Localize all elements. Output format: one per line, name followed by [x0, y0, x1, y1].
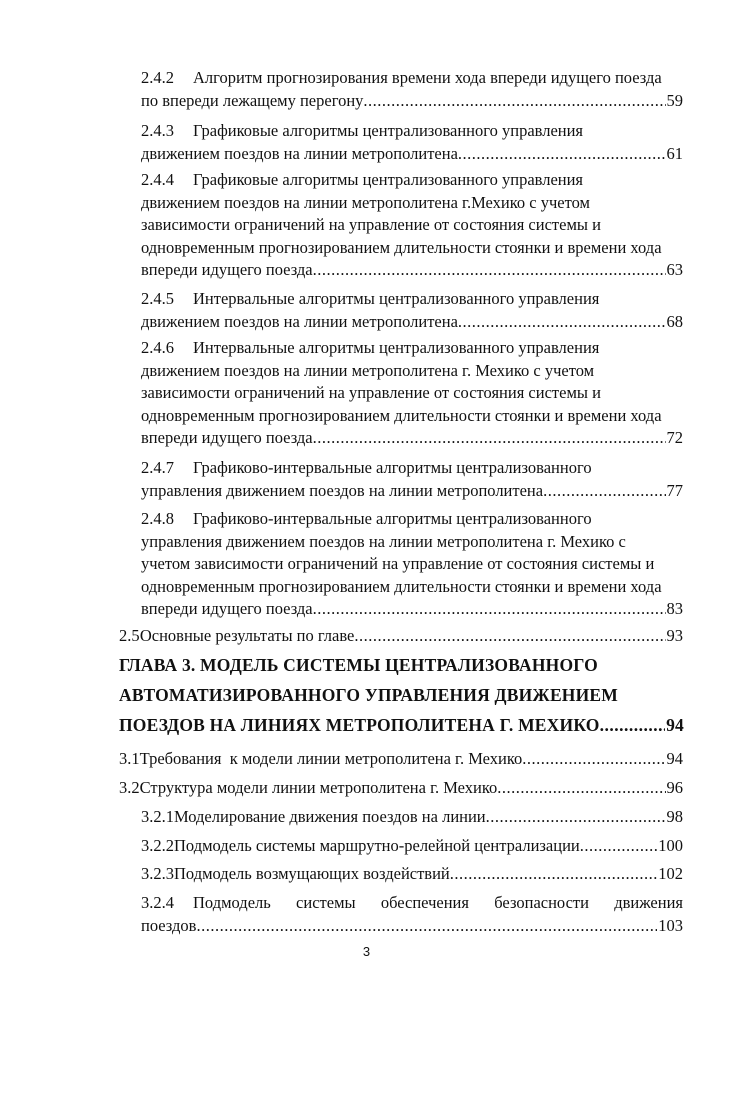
entry-number: 2.4.5	[141, 289, 174, 308]
entry-title-line: по впереди лежащему перегону	[141, 90, 364, 110]
dot-leader	[543, 480, 665, 503]
toc-entry-2-4-2[interactable]	[141, 67, 683, 112]
entry-title-line: движением поездов на линии метрополитена	[141, 143, 458, 163]
dot-leader	[522, 748, 665, 771]
entry-title-line: Алгоритм прогнозирования времени хода впереди идущего поезда	[193, 68, 662, 87]
entry-page: 94	[666, 715, 684, 735]
entry-page: 100	[658, 836, 683, 855]
entry-title-line: учетом зависимости ограничений на управление от состояния системы и	[141, 554, 655, 573]
toc-entry-2-4-4[interactable]	[141, 169, 683, 282]
entry-number: 3.2.2	[141, 836, 174, 855]
entry-title: Подмодель возмущающих воздействий	[174, 864, 450, 883]
dot-leader	[497, 777, 665, 800]
dot-leader	[458, 311, 666, 334]
toc-entry-2-4-5[interactable]	[141, 288, 683, 333]
entry-number: 3.2.3	[141, 864, 174, 883]
entry-title: Требования к модели линии метрополитена г. Мехико	[139, 749, 523, 768]
entry-number: 3.2.1	[141, 807, 174, 826]
entry-title-line: Графиковые алгоритмы централизованного управления	[193, 170, 584, 189]
entry-page: 83	[666, 599, 683, 618]
entry-title-line: одновременным прогнозированием длительности стоянки и времени хода	[141, 237, 662, 257]
entry-title-line: поездов	[141, 915, 197, 935]
entry-page: 63	[666, 260, 683, 279]
chapter-title-line: ПОЕЗДОВ НА ЛИНИЯХ МЕТРОПОЛИТЕНА Г. МЕХИКО	[119, 715, 600, 735]
entry-title-line: зависимости ограничений на управление от состояния системы и	[141, 383, 601, 402]
entry-title-line: Графиково-интервальные алгоритмы централизованного	[193, 509, 592, 528]
entry-page: 77	[666, 480, 683, 500]
entry-title: Моделирование движения поездов на линии	[174, 807, 486, 826]
toc-entry-2-5[interactable]	[119, 625, 683, 648]
entry-title-line: впереди идущего поезда	[141, 260, 313, 279]
toc-chapter-3[interactable]	[119, 650, 684, 740]
entry-title-line: впереди идущего поезда	[141, 599, 313, 618]
entry-number: 2.4.3	[141, 121, 174, 140]
entry-title-line: впереди идущего поезда	[141, 428, 313, 447]
entry-number: 2.4.6	[141, 338, 174, 357]
dot-leader	[313, 427, 666, 450]
entry-page: 59	[666, 90, 683, 110]
entry-page: 98	[666, 807, 683, 826]
entry-title-line: одновременным прогнозированием длительности стоянки и времени хода	[141, 576, 662, 596]
entry-title: Структура модели линии метрополитена г. Мехико	[139, 778, 498, 797]
dot-leader	[354, 625, 665, 648]
toc-entry-3-2[interactable]	[119, 777, 683, 800]
dot-leader	[363, 90, 665, 113]
toc-entry-3-2-2[interactable]	[141, 835, 683, 858]
entry-title-line: Подмодель системы обеспечения безопасности движения	[193, 893, 683, 912]
entry-title-line: движением поездов на линии метрополитена г. Мехико с учетом	[141, 360, 595, 380]
dot-leader	[450, 863, 657, 886]
dot-leader	[313, 598, 666, 621]
entry-page: 61	[666, 143, 683, 163]
toc-entry-3-2-4[interactable]	[141, 892, 683, 937]
toc-entry-3-2-3[interactable]	[141, 863, 683, 886]
entry-title-line: движением поездов на линии метрополитена г.Мехико с учетом	[141, 192, 590, 212]
entry-page: 103	[658, 915, 683, 935]
entry-title-line: одновременным прогнозированием длительности стоянки и времени хода	[141, 405, 662, 425]
toc-entry-2-4-7[interactable]	[141, 457, 683, 502]
dot-leader	[486, 806, 666, 829]
entry-number: 2.5	[119, 626, 140, 645]
dot-leader	[196, 915, 657, 938]
dot-leader	[313, 259, 666, 282]
chapter-title-line: АВТОМАТИЗИРОВАННОГО УПРАВЛЕНИЯ ДВИЖЕНИЕМ	[119, 685, 619, 705]
entry-title-line: движением поездов на линии метрополитена	[141, 311, 458, 331]
entry-page: 72	[666, 428, 683, 447]
entry-title-line: Интервальные алгоритмы централизованного управления	[193, 338, 600, 357]
entry-title: Основные результаты по главе	[139, 626, 355, 645]
entry-number: 2.4.8	[141, 509, 174, 528]
toc-entry-2-4-6[interactable]	[141, 337, 683, 450]
entry-number: 2.4.7	[141, 458, 174, 477]
toc-entry-3-1[interactable]	[119, 748, 683, 771]
entry-page: 96	[666, 778, 683, 797]
entry-page: 94	[666, 749, 683, 768]
toc-entry-3-2-1[interactable]	[141, 806, 683, 829]
toc-entry-2-4-3[interactable]	[141, 120, 683, 165]
entry-title-line: Графиково-интервальные алгоритмы централизованного	[193, 458, 592, 477]
page-number: 3	[362, 944, 371, 959]
entry-title: Подмодель системы маршрутно-релейной централизации	[174, 836, 580, 855]
dot-leader	[580, 835, 658, 858]
entry-title-line: Графиковые алгоритмы централизованного управления	[193, 121, 584, 140]
entry-title-line: управления движением поездов на линии метрополитена г. Мехико с	[141, 531, 626, 551]
entry-title-line: Интервальные алгоритмы централизованного управления	[193, 289, 600, 308]
entry-number: 3.1	[119, 749, 140, 768]
dot-leader	[600, 710, 666, 740]
entry-number: 3.2.4	[141, 893, 174, 912]
entry-page: 68	[666, 311, 683, 331]
chapter-title-line: ГЛАВА 3. МОДЕЛЬ СИСТЕМЫ ЦЕНТРАЛИЗОВАННОГО	[119, 655, 598, 675]
entry-number: 3.2	[119, 778, 140, 797]
toc-entry-2-4-8[interactable]	[141, 508, 683, 621]
entry-title-line: управления движением поездов на линии метрополитена	[141, 480, 544, 500]
entry-number: 2.4.2	[141, 68, 174, 87]
entry-title-line: зависимости ограничений на управление от состояния системы и	[141, 215, 601, 234]
entry-page: 93	[666, 626, 683, 645]
entry-number: 2.4.4	[141, 170, 174, 189]
dot-leader	[458, 143, 666, 166]
entry-page: 102	[658, 864, 683, 883]
